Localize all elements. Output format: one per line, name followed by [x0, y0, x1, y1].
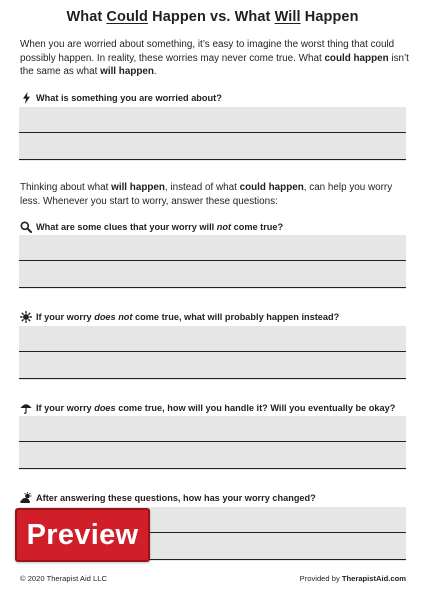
answer-line — [19, 159, 406, 160]
preview-badge — [15, 508, 150, 562]
answer-line — [19, 441, 406, 442]
magnifying-glass-icon — [20, 221, 32, 233]
answer-box-1[interactable] — [19, 107, 406, 161]
answer-line — [19, 468, 406, 469]
partly-cloudy-icon — [20, 492, 32, 504]
umbrella-icon — [20, 402, 32, 414]
sun-icon — [20, 311, 32, 323]
title-will: Will — [274, 9, 301, 25]
question-4: If your worry does come true, how will you handle it? Will you eventually be okay? — [20, 402, 412, 414]
preview-label: Preview — [26, 518, 139, 551]
title-text: Happen — [300, 9, 359, 25]
answer-line — [19, 287, 406, 288]
title-text: What — [66, 9, 107, 25]
instructions-paragraph: Thinking about what will happen, instead of what could happen, can help you worry less. Whenever you start to worry, answer these questions: — [20, 182, 393, 207]
answer-box-4[interactable] — [19, 416, 406, 470]
worksheet-title — [0, 9, 425, 25]
intro-paragraph: When you are worried about something, it’s easy to imagine the worst thing that could possibly happen. In reality, these worries may never come true. What could happen isn’t the same as what will happen. — [20, 39, 409, 78]
answer-line — [19, 378, 406, 379]
answer-box-3[interactable] — [19, 326, 406, 380]
copyright-notice: © 2020 Therapist Aid LLC — [20, 574, 107, 583]
question-5: After answering these questions, how has your worry changed? — [20, 492, 412, 504]
question-3: If your worry does not come true, what will probably happen instead? — [20, 311, 412, 323]
title-could: Could — [106, 9, 148, 25]
question-1: What is something you are worried about? — [20, 92, 412, 104]
title-text: Happen vs. What — [148, 9, 275, 25]
answer-line — [19, 260, 406, 261]
answer-line — [19, 351, 406, 352]
site-link[interactable]: TherapistAid.com — [341, 574, 406, 583]
question-2: What are some clues that your worry will not come true? — [20, 221, 412, 233]
lightning-icon — [20, 92, 32, 104]
answer-box-2[interactable] — [19, 235, 406, 289]
provided-by: Provided by TherapistAid.com — [299, 574, 406, 583]
answer-line — [19, 132, 406, 133]
